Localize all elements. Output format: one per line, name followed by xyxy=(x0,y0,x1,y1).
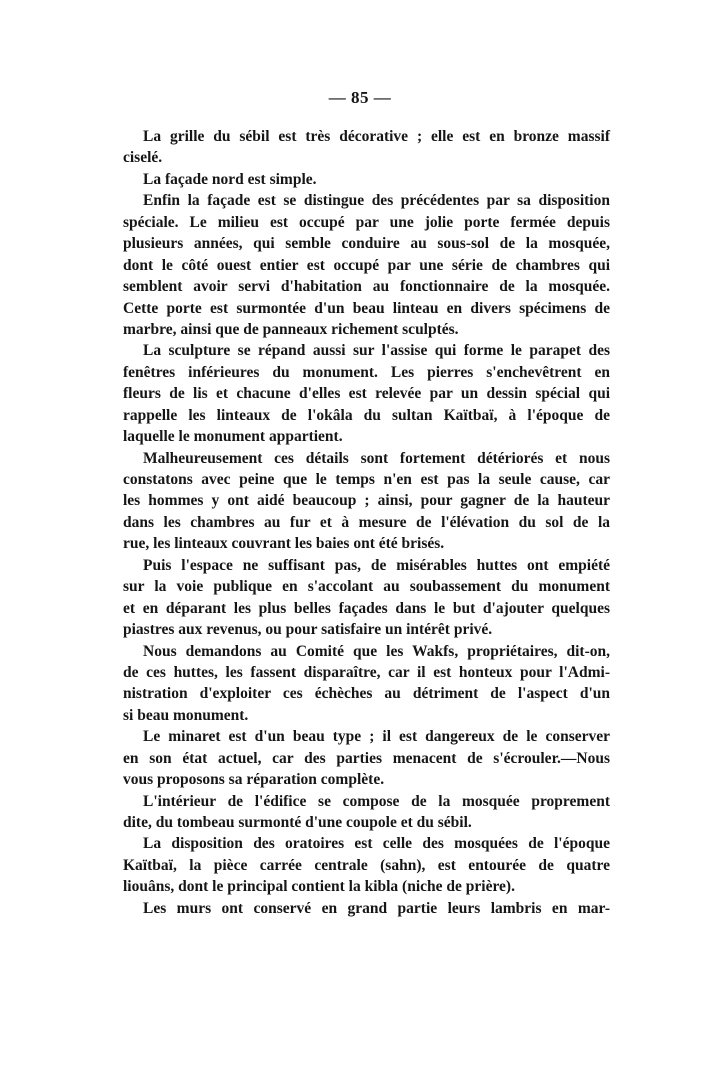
text-line: marbre, ainsi que de panneaux richement sculptés. xyxy=(123,320,459,338)
text-line: L'intérieur de l'édifice se compose de la mosquée proprement xyxy=(143,792,610,810)
text-line: rue, les linteaux couvrant les baies ont été brisés. xyxy=(123,535,445,553)
text-line: sur la voie publique en s'accolant au soubassement du monument xyxy=(123,578,610,596)
text-line: spéciale. Le milieu est occupé par une jolie porte fermée depuis xyxy=(123,213,610,231)
text-line: La grille du sébil est très décorative ; elle est en bronze massif xyxy=(143,128,610,145)
text-line: dans les chambres au fur et à mesure de l'élévation du sol de la xyxy=(123,513,610,531)
text-line: Le minaret est d'un beau type ; il est dangereux de le conserver xyxy=(143,728,610,746)
text-line: et en déparant les plus belles façades dans le but d'ajouter quelques xyxy=(123,599,610,617)
text-line: de ces huttes, les fassent disparaître, car il est honteux pour l'Admi- xyxy=(123,663,610,681)
text-line: vous proposons sa réparation complète. xyxy=(123,771,385,789)
page-number: — 85 — xyxy=(328,88,392,107)
text-line: fleurs de lis et chacune d'elles est relevée par un dessin spécial qui xyxy=(123,385,610,403)
text-line: Kaïtbaï, la pièce carrée centrale (sahn), est entourée de quatre xyxy=(123,856,610,874)
text-line: si beau monument. xyxy=(123,706,249,724)
body-text xyxy=(123,126,610,919)
text-line: en son état actuel, car des parties menacent de s'écrouler.—Nous xyxy=(123,749,610,767)
text-line: dont le côté ouest entier est occupé par une série de chambres qui xyxy=(123,256,610,274)
text-line: La façade nord est simple. xyxy=(143,170,317,188)
text-line: Nous demandons au Comité que les Wakfs, propriétaires, dit-on, xyxy=(143,642,610,660)
text-line: laquelle le monument appartient. xyxy=(123,428,343,446)
text-line: ciselé. xyxy=(123,149,163,167)
text-line: nistration d'exploiter ces échèches au détriment de l'aspect d'un xyxy=(123,685,610,703)
text-line: liouâns, dont le principal contient la kibla (niche de prière). xyxy=(123,878,515,896)
text-line: fenêtres inférieures du monument. Les pierres s'enchevêtrent en xyxy=(123,363,610,381)
text-line: La disposition des oratoires est celle des mosquées de l'époque xyxy=(143,835,610,853)
text-line: constatons avec peine que le temps n'en est pas la seule cause, car xyxy=(123,471,610,488)
text-line: rappelle les linteaux de l'okâla du sultan Kaïtbaï, à l'époque de xyxy=(123,406,610,424)
text-line: Enfin la façade est se distingue des précédentes par sa disposition xyxy=(143,192,610,210)
text-line: Malheureusement ces détails sont fortement détériorés et nous xyxy=(143,449,610,467)
text-line: les hommes y ont aidé beaucoup ; ainsi, pour gagner de la hauteur xyxy=(123,492,610,510)
text-line: Puis l'espace ne suffisant pas, de misérables huttes ont empiété xyxy=(143,556,610,574)
text-line: semblent avoir servi d'habitation au fonctionnaire de la mosquée. xyxy=(123,278,610,296)
text-line: Cette porte est surmontée d'un beau linteau en divers spécimens de xyxy=(123,299,610,317)
text-line: Les murs ont conservé en grand partie leurs lambris en mar- xyxy=(143,899,610,917)
text-line: plusieurs années, qui semble conduire au sous-sol de la mosquée, xyxy=(123,235,610,253)
text-line: dite, du tombeau surmonté d'une coupole et du sébil. xyxy=(123,814,472,831)
text-line: La sculpture se répand aussi sur l'assise qui forme le parapet des xyxy=(143,342,610,360)
text-line: piastres aux revenus, ou pour satisfaire un intérêt privé. xyxy=(123,621,493,639)
